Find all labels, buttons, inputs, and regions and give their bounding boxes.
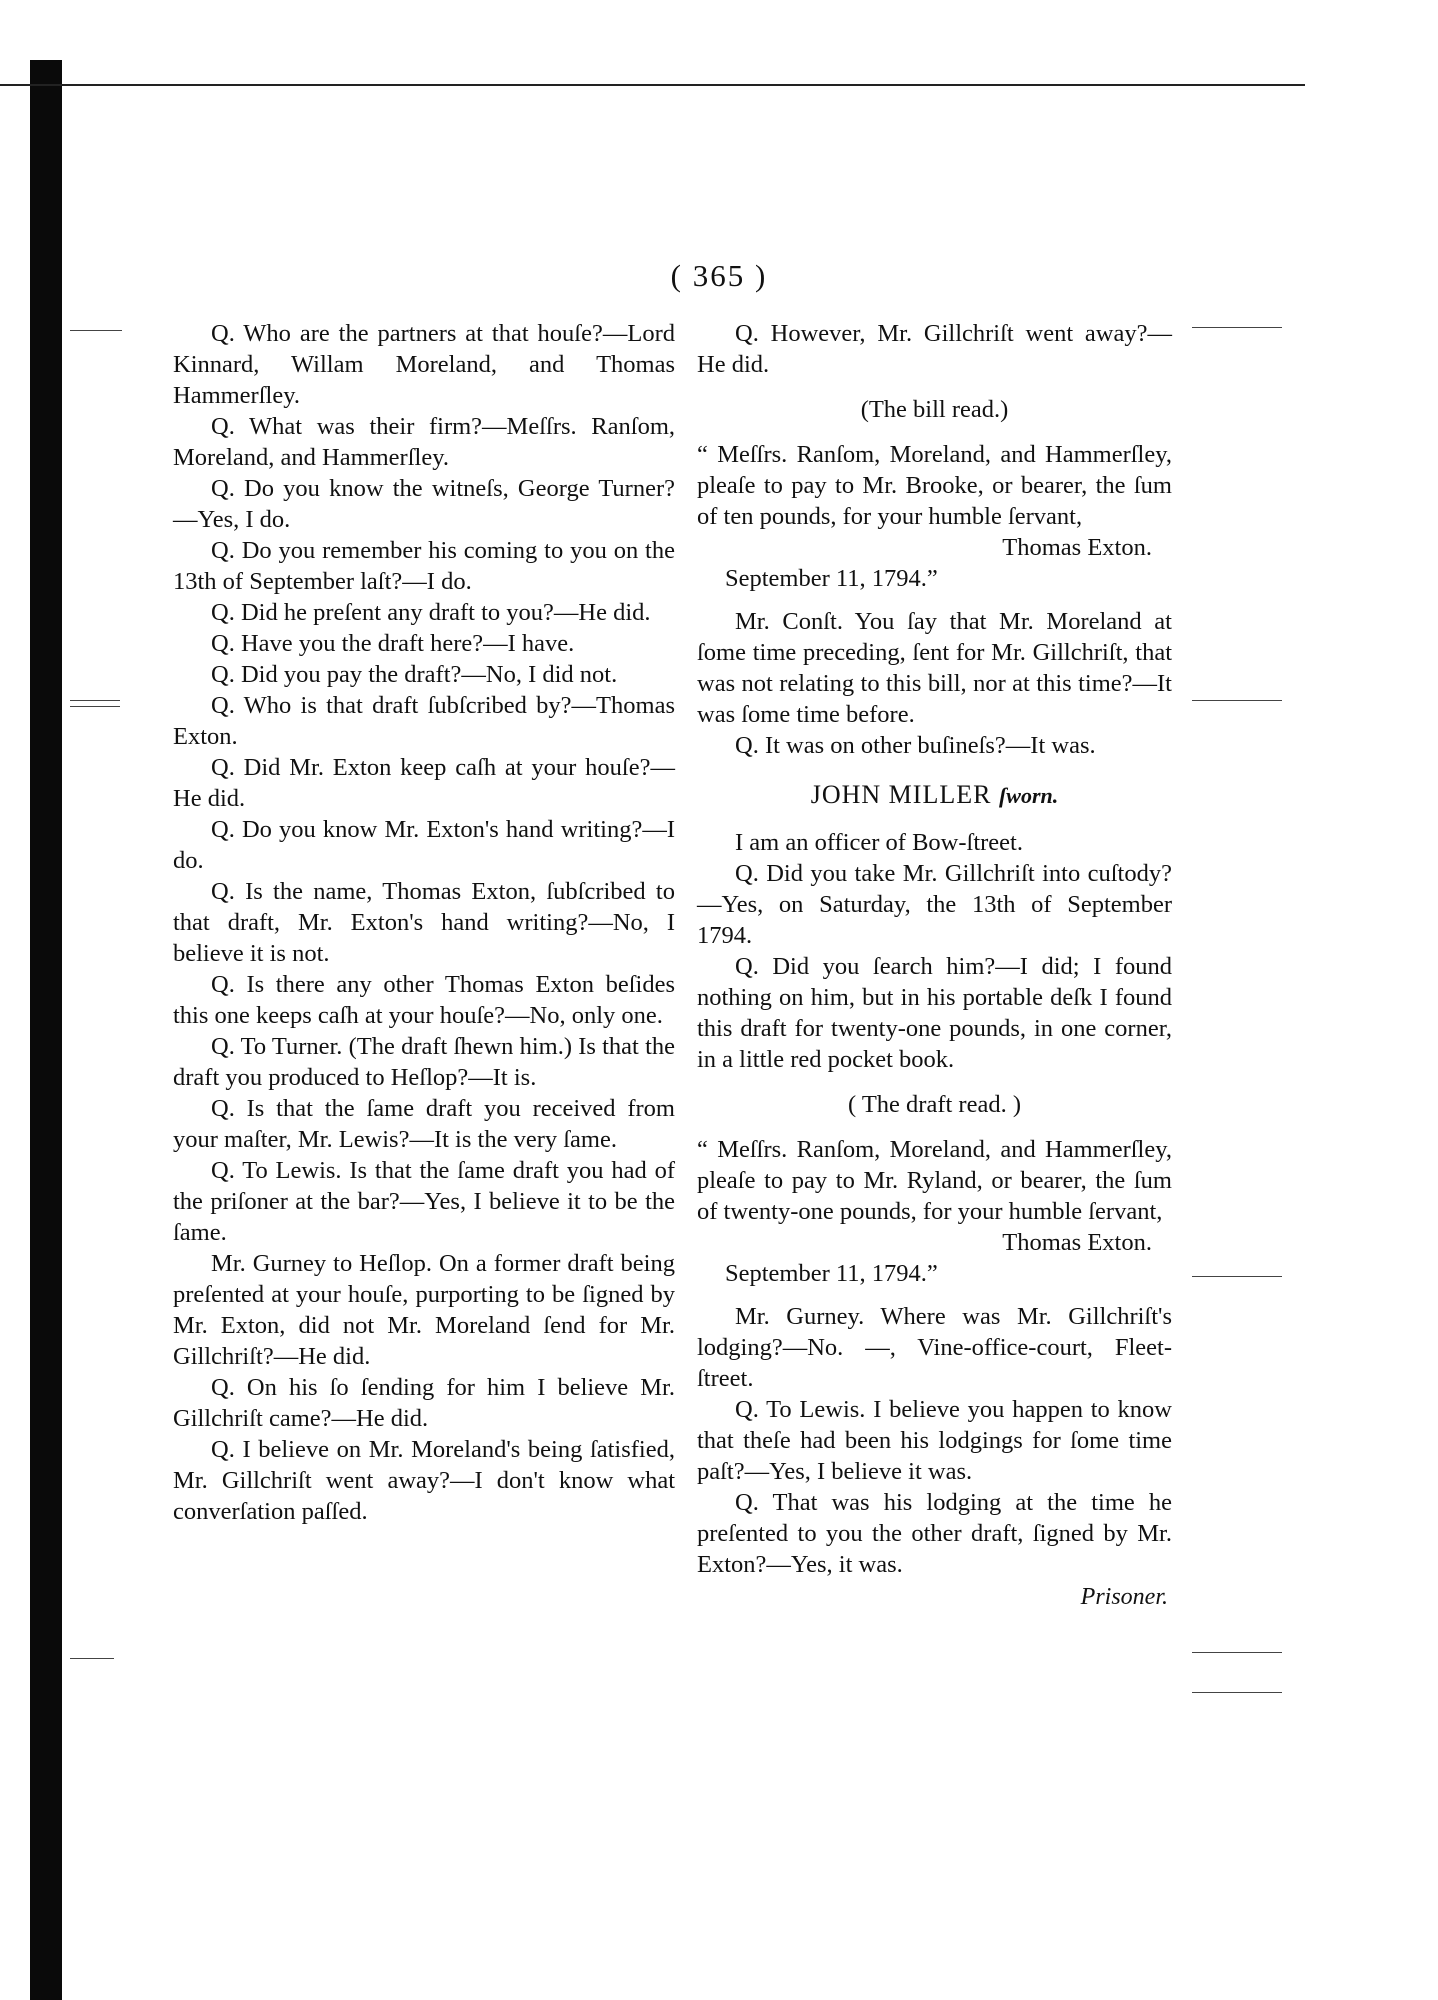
witness-name: JOHN MILLER xyxy=(810,780,992,809)
left-column xyxy=(173,318,675,1527)
paragraph: Q. To Turner. (The draft ſhewn him.) Is that the draft you produced to Heſlop?—It is. xyxy=(173,1033,675,1091)
margin-mark xyxy=(70,706,120,707)
paragraph: Mr. Gurney. Where was Mr. Gillchriſt's lodging?—No. —, Vine-office-court, Fleet-ſtreet. xyxy=(697,1303,1172,1392)
paragraph: Q. Did you take Mr. Gillchriſt into cuſtody?—Yes, on Saturday, the 13th of September 1794. xyxy=(697,860,1172,949)
paragraph: Q. That was his lodging at the time he preſented to you the other draft, ſigned by Mr. Exton?—Yes, it was. xyxy=(697,1489,1172,1578)
margin-mark xyxy=(1192,327,1282,328)
paragraph: Q. Is that the ſame draft you received from your maſter, Mr. Lewis?—It is the very ſame. xyxy=(173,1095,675,1153)
draft-text: “ Meſſrs. Ranſom, Moreland, and Hammerſley, pleaſe to pay to Mr. Ryland, or bearer, the ſum of twenty-one pounds, for your humble ſervant, xyxy=(697,1136,1172,1225)
paragraph: Q. I believe on Mr. Moreland's being ſatisfied, Mr. Gillchriſt went away?—I don't know what converſation paſſed. xyxy=(173,1436,675,1525)
paragraph: Q. Do you know Mr. Exton's hand writing?—I do. xyxy=(173,816,675,874)
catchword: Prisoner. xyxy=(1080,1584,1168,1610)
paragraph: Q. Is there any other Thomas Exton beſides this one keeps caſh at your houſe?—No, only one. xyxy=(173,971,675,1029)
margin-mark xyxy=(1192,1692,1282,1693)
paragraph: Q. Who is that draft ſubſcribed by?—Thomas Exton. xyxy=(173,692,675,750)
margin-mark xyxy=(1192,1276,1282,1277)
margin-mark xyxy=(1192,1652,1282,1653)
page-number: ( 365 ) xyxy=(670,258,768,293)
margin-mark xyxy=(70,330,122,331)
paragraph: Q. Did he preſent any draft to you?—He did. xyxy=(211,599,651,626)
paragraph: Q. However, Mr. Gillchriſt went away?—He did. xyxy=(697,320,1172,378)
paragraph: Q. Do you know the witneſs, George Turner?—Yes, I do. xyxy=(173,475,675,533)
paragraph: Q. Did Mr. Exton keep caſh at your houſe?—He did. xyxy=(173,754,675,812)
bill-text: “ Meſſrs. Ranſom, Moreland, and Hammerſley, pleaſe to pay to Mr. Brooke, or bearer, the ſum of ten pounds, for your humble ſervant, xyxy=(697,441,1172,530)
margin-mark xyxy=(70,1658,114,1659)
margin-mark xyxy=(70,700,120,701)
paragraph: Q. Who are the partners at that houſe?—Lord Kinnard, Willam Moreland, and Thomas Hammerſley. xyxy=(173,320,675,409)
witness-heading xyxy=(697,779,1172,811)
sworn-label: ſworn. xyxy=(998,783,1059,808)
paragraph: Q. It was on other buſineſs?—It was. xyxy=(735,732,1096,759)
draft-read-note: ( The draft read. ) xyxy=(848,1091,1021,1118)
paragraph: Q. On his ſo ſending for him I believe Mr. Gillchriſt came?—He did. xyxy=(173,1374,675,1432)
right-column xyxy=(697,318,1172,1580)
bill-date: September 11, 1794.” xyxy=(725,565,938,592)
paragraph: Mr. Gurney to Heſlop. On a former draft being preſented at your houſe, purporting to be ſigned by Mr. Exton, did not Mr. Moreland ſend for Mr. Gillchriſt?—He did. xyxy=(173,1250,675,1370)
paragraph: Q. Do you remember his coming to you on the 13th of September laſt?—I do. xyxy=(173,537,675,595)
paragraph: Q. What was their firm?—Meſſrs. Ranſom, Moreland, and Hammerſley. xyxy=(173,413,675,471)
book-spine-shadow xyxy=(30,60,62,2000)
draft-date: September 11, 1794.” xyxy=(725,1260,938,1287)
bill-read-note: (The bill read.) xyxy=(860,396,1009,423)
paragraph: Q. Is the name, Thomas Exton, ſubſcribed to that draft, Mr. Exton's hand writing?—No, I believe it is not. xyxy=(173,878,675,967)
paragraph: Q. Did you ſearch him?—I did; I found nothing on him, but in his portable deſk I found this draft for twenty-one pounds, in one corner, in a little red pocket book. xyxy=(697,953,1172,1073)
paragraph: Mr. Conſt. You ſay that Mr. Moreland at ſome time preceding, ſent for Mr. Gillchriſt, that was not relating to this bill, nor at this time?—It was ſome time before. xyxy=(697,608,1172,728)
bill-signature: Thomas Exton. xyxy=(1002,534,1152,561)
paragraph: I am an officer of Bow-ſtreet. xyxy=(735,829,1023,856)
paragraph: Q. To Lewis. Is that the ſame draft you had of the priſoner at the bar?—Yes, I believe it to be the ſame. xyxy=(173,1157,675,1246)
paragraph: Q. Have you the draft here?—I have. xyxy=(211,630,575,657)
top-rule xyxy=(0,84,1305,86)
paragraph: Q. To Lewis. I believe you happen to know that theſe had been his lodgings for ſome time paſt?—Yes, I believe it was. xyxy=(697,1396,1172,1485)
margin-mark xyxy=(1192,700,1282,701)
draft-signature: Thomas Exton. xyxy=(1002,1229,1152,1256)
paragraph: Q. Did you pay the draft?—No, I did not. xyxy=(211,661,618,688)
